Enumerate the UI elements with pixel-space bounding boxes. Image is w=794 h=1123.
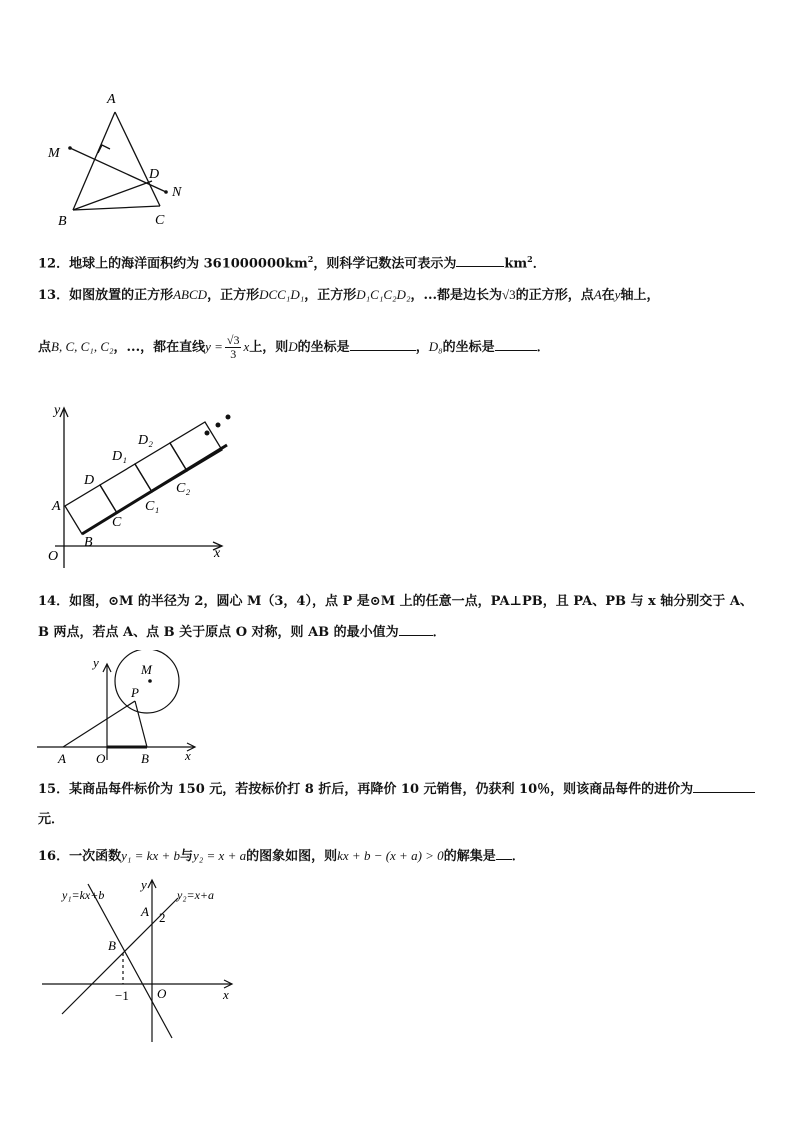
q14-text: 如图，⊙M 的半径为 2，圆心 M（3，4），点 P 是⊙M 上的任意一点，PA⊥PB，且 PA、PB 与 x 轴分别交于 A、 [69, 594, 753, 609]
circle-figure [35, 650, 205, 770]
label-B: B [108, 938, 116, 953]
question-number: 13． [38, 288, 70, 303]
fraction-sqrt3-over-3 [225, 334, 242, 361]
q12-sup-2: 2 [527, 254, 533, 264]
q13-text: ． [536, 340, 550, 355]
fraction-denominator: 3 [230, 347, 237, 361]
question-14-line-1 [38, 593, 753, 611]
question-15-line-1 [38, 780, 755, 799]
q13-text: 在 [601, 288, 615, 303]
q13-text: ，...，都在直线 [113, 340, 206, 355]
q13-text: ，...都是边长为 [410, 288, 503, 303]
question-14-line-2 [38, 623, 446, 642]
q13-text: 的正方形，点 [515, 288, 594, 303]
math-points: B, C, C₁, C₂ [51, 339, 114, 354]
math-y1-eq: y₁ = kx + b [121, 848, 180, 863]
q13-text: ，正方形 [304, 288, 357, 303]
q12-unit: km [504, 256, 528, 272]
squares-figure [40, 400, 240, 575]
question-15-line-2 [38, 811, 64, 829]
lines-figure [40, 872, 240, 1047]
math-a: A [593, 287, 602, 302]
label-x: x [214, 546, 221, 561]
question-12 [38, 250, 546, 273]
q12-sup-1: 2 [307, 254, 314, 264]
label-y: y [141, 877, 147, 892]
math-y2-eq: y₂ = x + a [193, 848, 247, 863]
question-number: 12． [38, 256, 70, 272]
label-minus-1: −1 [115, 988, 129, 1003]
math-abcd: ABCD [173, 287, 208, 302]
label-O: O [157, 986, 167, 1001]
q12-text-2: ，则科学记数法可表示为 [313, 256, 457, 272]
q13-text: 轴上， [620, 288, 660, 303]
q16-end: ． [511, 849, 525, 864]
label-B: B [58, 214, 67, 229]
question-number: 16． [38, 849, 70, 864]
q16-text: 与 [179, 849, 193, 864]
label-A: A [141, 904, 149, 919]
q14-text: B 两点，若点 A、点 B 关于原点 O 对称，则 AB 的最小值为 [38, 625, 399, 640]
label-D2: D₂ [138, 433, 153, 448]
label-M: M [141, 662, 152, 677]
answer-blank-d8[interactable] [495, 338, 537, 351]
q12-text-1: 地球上的海洋面积约为 361000000km [69, 256, 308, 272]
math-d: D [288, 339, 298, 354]
q16-text: 的图象如图，则 [246, 849, 338, 864]
label-2: 2 [159, 910, 166, 925]
q14-end: ． [432, 625, 446, 640]
math-x: x [243, 339, 250, 354]
label-y1-line: y₁=kx+b [62, 888, 105, 902]
label-C2: C₂ [176, 481, 191, 496]
answer-blank[interactable] [456, 254, 504, 267]
question-13-line-2 [38, 330, 550, 365]
question-number: 14． [38, 594, 70, 609]
question-16 [38, 847, 525, 866]
label-C1: C₁ [145, 499, 160, 514]
fraction-numerator: √3 [226, 333, 240, 347]
answer-blank[interactable] [399, 623, 433, 636]
label-A: A [58, 751, 66, 766]
question-number: 15． [38, 782, 70, 797]
label-D1: D₁ [112, 449, 127, 464]
label-y: y [54, 403, 61, 418]
label-C: C [155, 213, 165, 228]
label-D: D [84, 473, 95, 488]
math-d1c1c2d2: D₁C₁C₂D₂ [356, 287, 411, 302]
label-O: O [48, 549, 59, 564]
label-y: y [93, 655, 99, 670]
answer-blank-d[interactable] [350, 338, 416, 351]
math-d8: D₈ [428, 339, 443, 354]
q13-text: ， [415, 340, 429, 355]
label-A: A [52, 499, 61, 514]
math-y-equals: y = [205, 339, 223, 354]
label-x: x [185, 748, 191, 763]
label-N: N [172, 185, 182, 200]
q13-text: 上，则 [249, 340, 289, 355]
q13-text: 如图放置的正方形 [69, 288, 174, 303]
question-13-line-1 [38, 286, 659, 305]
q13-text: ，正方形 [207, 288, 260, 303]
math-y: y [614, 287, 621, 302]
triangle-figure [40, 85, 200, 230]
q16-text: 的解集是 [443, 849, 496, 864]
q16-text: 一次函数 [69, 849, 122, 864]
math-dcc1d1: DCC₁D₁ [259, 287, 305, 302]
math-inequality: kx + b − (x + a) > 0 [337, 848, 444, 863]
label-P: P [131, 685, 139, 700]
label-O: O [96, 751, 106, 766]
math-sqrt3: √3 [502, 287, 516, 302]
label-C: C [112, 515, 122, 530]
q15-text: 某商品每件标价为 150 元，若按标价打 8 折后，再降价 10 元销售，仍获利 10％，则该商品每件的进价为 [69, 782, 694, 797]
label-y2-line: y₂=x+a [177, 888, 215, 902]
q13-text: 的坐标是 [442, 340, 495, 355]
label-D: D [149, 167, 160, 182]
label-B: B [84, 535, 93, 550]
label-x: x [223, 987, 229, 1002]
answer-blank[interactable] [693, 780, 755, 793]
q15-text: 元． [38, 812, 65, 827]
label-A: A [107, 92, 116, 107]
label-B: B [141, 751, 149, 766]
label-M: M [48, 146, 60, 161]
q13-text: 的坐标是 [297, 340, 350, 355]
q13-text: 点 [38, 340, 52, 355]
answer-blank[interactable] [496, 847, 512, 860]
q12-end: ． [532, 256, 546, 272]
